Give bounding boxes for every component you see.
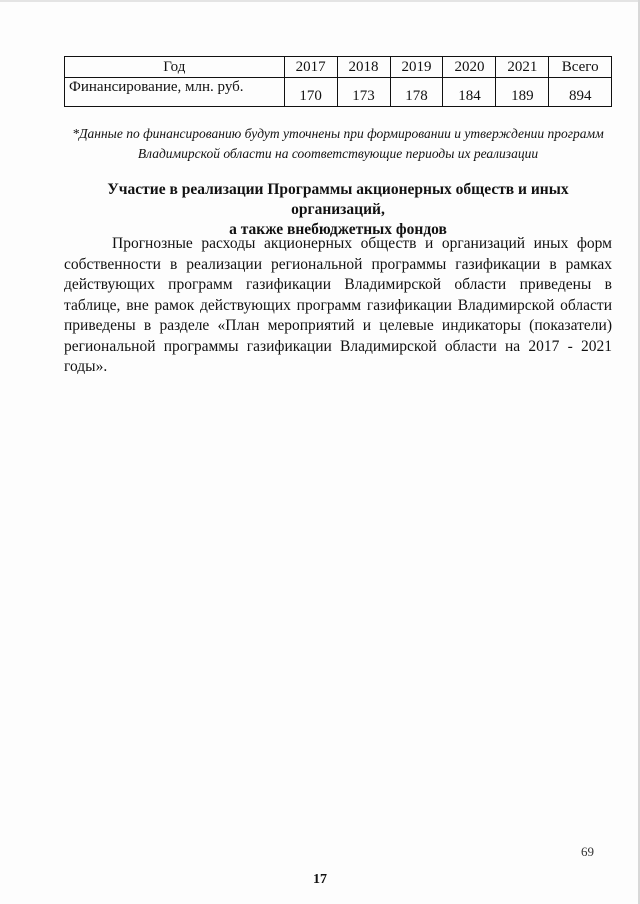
header-year-cell: 2021 [496, 57, 549, 78]
section-heading-line: Участие в реализации Программы акционерных обществ и иных организаций, [107, 181, 569, 218]
row-value-cell: 173 [337, 78, 390, 107]
stamp-page-number: 69 [581, 844, 594, 859]
header-label-cell: Год [65, 57, 285, 78]
row-value-cell: 178 [390, 78, 443, 107]
row-label-cell: Финансирование, млн. руб. [65, 78, 285, 107]
header-year-cell: 2017 [284, 57, 337, 78]
header-year-cell: 2020 [443, 57, 496, 78]
body-paragraph: Прогнозные расходы акционерных обществ и организаций иных форм собственности в реализации региональной программы газификации в рамках действующих программ газификации Владимирской области приведены в таблице, вне рамок действующих программ газификации Владимирской области приведены в разделе «План мероприятий и целевые индикаторы (показатели) региональной программы газификации Владимирской области на 2017 - 2021 годы». [64, 235, 612, 375]
row-value-cell: 189 [496, 78, 549, 107]
row-value-cell: 184 [443, 78, 496, 107]
financing-table [64, 56, 612, 107]
header-year-cell: 2018 [337, 57, 390, 78]
section-heading-line: а также внебюджетных фондов [229, 221, 447, 238]
row-total-cell: 894 [549, 78, 612, 107]
header-year-cell: 2019 [390, 57, 443, 78]
financing-note: *Данные по финансированию будут уточнены при формировании и утверждении программ Владимирской области на соответствующие периоды их реализации [72, 126, 604, 161]
section-heading [64, 180, 612, 240]
row-value-cell: 170 [284, 78, 337, 107]
header-total-cell: Всего [549, 57, 612, 78]
scan-edge-top [0, 0, 640, 2]
table-header-row [65, 57, 612, 78]
table-row [65, 78, 612, 107]
page-number: 17 [313, 872, 327, 887]
